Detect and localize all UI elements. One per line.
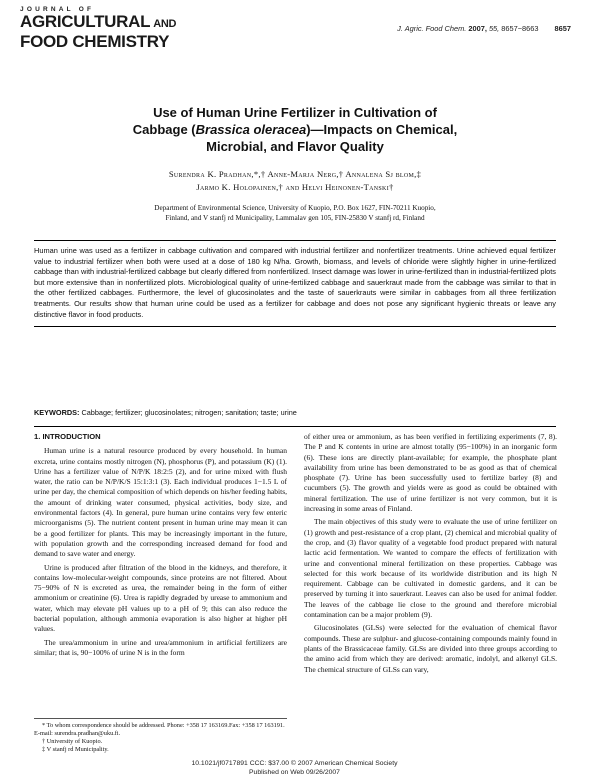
title-line3: Microbial, and Flavor Quality — [206, 139, 384, 154]
author-list — [70, 168, 520, 194]
section-heading-introduction: 1. INTRODUCTION — [34, 432, 101, 441]
published-line: Published on Web 09/26/2007 — [249, 768, 340, 776]
citation-volume: 55, — [488, 24, 500, 33]
journal-logo-line1 — [20, 13, 210, 33]
journal-logo-top: JOURNAL OF — [20, 6, 95, 13]
title-line2 — [60, 121, 530, 138]
journal-logo-line2: FOOD CHEMISTRY — [20, 32, 170, 51]
keywords-label: KEYWORDS: — [34, 408, 80, 417]
title-species: Brassica oleracea — [195, 122, 307, 137]
citation-year: 2007, — [468, 24, 487, 33]
doi-line: 10.1021/jf0717891 CCC: $37.00 © 2007 American Chemical Society — [191, 760, 398, 767]
affil-line2: Finland, and V stanfj rd Municipality, Lammalav gen 105, FIN-25830 V stanfj rd, Finland — [165, 214, 425, 222]
footnote-affil1: † University of Kuopio. — [42, 738, 103, 745]
article-title — [60, 104, 530, 155]
body-column-right — [304, 432, 557, 678]
citation-journal: J. Agric. Food Chem. — [397, 24, 467, 33]
paragraph: The urea/ammonium in urine and urea/ammonium in artificial fertilizers are similar; that is, 90−100% of urine N is in the form — [34, 637, 287, 657]
page-footer — [0, 760, 589, 777]
keywords — [34, 408, 556, 427]
journal-logo-and: AND — [153, 18, 177, 30]
journal-logo — [20, 6, 210, 50]
affiliations — [70, 203, 520, 223]
footnotes — [34, 718, 287, 754]
title-impacts: )—Impacts on Chemical, — [306, 122, 458, 137]
paragraph: Glucosinolates (GLSs) were selected for the evaluation of chemical flavor compounds. These are sulphur- and glucose-containing compounds mainly found in plants of the Brassicaceae family. GLSs are divided into three groups according to the amino acid from which they are derived: aromatic, indolyl, and alkenyl GLS. The chemical structure of GLSs can vary, — [304, 623, 557, 674]
citation-pages: 8657−8663 — [501, 24, 539, 33]
title-cabbage: Cabbage ( — [132, 122, 196, 137]
authors-line1: Surendra K. Pradhan,*,† Anne-Marja Nerg,† Annalena Sj blom,‡ — [168, 169, 422, 179]
footnote-affil2: ‡ V stanfj rd Municipality. — [42, 746, 109, 753]
title-line1: Use of Human Urine Fertilizer in Cultivation of — [153, 105, 437, 120]
affil-line1: Department of Environmental Science, University of Kuopio, P.O. Box 1627, FIN-70211 Kuopio, — [154, 204, 436, 212]
citation-header — [397, 24, 571, 33]
paragraph: The main objectives of this study were to evaluate the use of urine fertilizer on (1) growth and pest-resistance of a crop plant, (2) chemical and microbial quality of the crop, and (3) flavor quality of a vegetable food product prepared with natural lactic acid fermentation. We wanted to compare the effects of fertilization with urine and conventional mineral fertilization on these properties. Cabbage was selected for this work because of its worldwide distribution and its high N requirement. Cabbage can be cultivated in domestic gardens, and it can be preserved by turning it into sauerkraut. Leaves can also be used for animal fodder. The leaves of the cabbage lie close to the ground and therefore microbial contamination can be a major problem (9). — [304, 517, 557, 620]
paragraph: Human urine is a natural resource produced by every household. In human excreta, urine contains mostly nitrogen (N), phosphorus (P), and potassium (K) (1). Urine has a fertilizer value of N/P/K 18:2:5 (2), and for urine mixed with flush water, the ratio can be N/P/K/S 15:1:3:1 (3). Each individual produces 1−1.5 L of urine per day, the chemical composition of which depends on his/her feeding habits, the amount of drinking water consumed, physical activities, body size, and environmental factors (4). In general, pure human urine contains very few enteric microorganisms (5). The nutrient content present in human urine may mean it can be a good fertilizer for plants. This may be increasingly important in the future, with population growth and the corresponding increased demand for food and demand to save water and energy. — [34, 446, 287, 559]
abstract: Human urine was used as a fertilizer in cabbage cultivation and compared with industrial fertilizer and nonfertilizer treatments. Urine achieved equal fertilizer value to industrial fertilizer when both were used at a dose of 180 kg N/ha. Growth, biomass, and levels of chloride were slightly higher in urine-fertilized cabbage than with industrial-fertilized cabbage but clearly differed from nonfertilized. Insect damage was lower in urine-fertilized than in industrial-fertilized plots but more extensive than in nonfertilized plots. Microbiological quality of urine-fertilized cabbage and sauerkraut made from the cabbage was similar to that in the other fertilized cabbages. Furthermore, the level of glucosinolates and the taste of sauerkrauts were similar in cabbages from all three fertilization treatments. Our results show that human urine could be used as a fertilizer for cabbage and does not pose any significant hygienic threats or leave any distinctive flavor in food products. — [34, 240, 556, 327]
paragraph: of either urea or ammonium, as has been verified in fertilizing experiments (7, 8). The P and K contents in urine are almost totally (95−100%) in an inorganic form (6). These ions are directly plant-available; for example, the phosphate plant availability from urine has been demonstrated to be as good as that of chemical phosphate (7). Urine has been successfully used to fertilize barley (8) and cucumbers (5). The growth and yields were as good as could be obtained with mineral fertilization. The use of urine fertilizer is not very common, but it is increasing in some areas of Finland. — [304, 432, 557, 514]
paragraph: Urine is produced after filtration of the blood in the kidneys, and therefore, it contains low-molecular-weight compounds, since proteins are not filtered. About 75−90% of N is excreted as urea, the remainder being in the form of either ammonium or creatinine (6). Urea is rapidly degraded by urease to ammonium and water, which may elevate pH values up to a pH of 9; this can also reduce the bacterial population, although ammonia evaporation is also higher at higher pH values. — [34, 562, 287, 634]
keywords-list: Cabbage; fertilizer; glucosinolates; nitrogen; sanitation; taste; urine — [81, 408, 297, 417]
page-number: 8657 — [554, 24, 571, 33]
authors-line2: Jarmo K. Holopainen,† and Helvi Heinonen-Tanski† — [196, 182, 394, 192]
journal-logo-agricultural: AGRICULTURAL — [20, 12, 151, 31]
footnote-correspondence: * To whom correspondence should be addressed. Phone: +358 17 163169.Fax: +358 17 163191. E-mail: surendra.pradhan@uku.fi. — [34, 722, 285, 737]
body-column-left — [34, 432, 287, 661]
